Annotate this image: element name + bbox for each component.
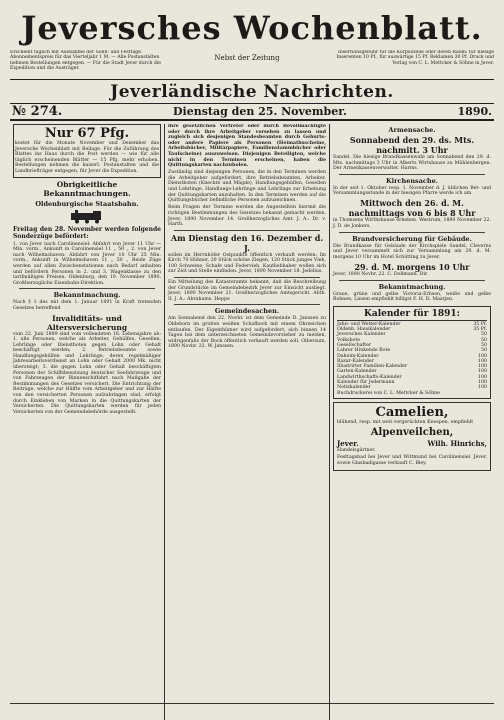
- camelia-ad-merchant: Wilh. Hinrichs,: [427, 438, 487, 448]
- calendar-row-price: 50: [481, 337, 487, 343]
- calendar-row-name: Lahrer Hinkende Bote: [337, 348, 391, 354]
- calendar-row-name: Garten-Kalender: [337, 369, 377, 375]
- calendar-row: [337, 391, 487, 396]
- insurance-notice-intro: Nach § 1 des mit dem 1. Januar 1891 in Kraft tretenden Gesetzes betreffend: [13, 300, 161, 311]
- calendar-ad: [333, 306, 491, 399]
- column-2: [165, 124, 330, 720]
- calendar-row-price: 100: [478, 364, 487, 370]
- divider: [19, 288, 155, 289]
- insurance-notice-title: Bekanntmachung.: [53, 291, 121, 300]
- bottom-rule: [10, 703, 494, 704]
- calendar-row-name: Notizkalender: [337, 385, 371, 391]
- calendar-row-price: 50: [481, 348, 487, 354]
- community-affairs-title: Gemeindesachen.: [214, 307, 280, 316]
- calendar-row-name: Buchdruckerei von C. L. Mettcker & Söhne: [337, 390, 440, 396]
- calendar-row-price: 35 Pf.: [473, 327, 487, 333]
- calendar-row-name: Jeversches Kalender: [337, 332, 386, 338]
- camelia-ad-role: Handelsgärtner.: [337, 447, 376, 453]
- insurance-terms: Zuständig sind diejenigen Personen, die in den Terminen werden die Arbeitgeber aufgefordert, ihre Betriebsbeamten, Arbeiter, Dienstboten (Knechte und Mägde), Handlungsgehülfen, Gesellen und Lehrlinge, Handlungs-Lehrlinge und Lehrlinge zur Erhebung der Quittungskarten anzuhalten. In den Terminen werden auf die Quittungsbücher befindliche Personen aufzuzeichnen.: [168, 170, 326, 204]
- divider: [174, 277, 320, 278]
- columns: [10, 124, 494, 720]
- railway-notice-text: 1. von Jever nach Carolinensiel: Abfahrt von Jever 11 Uhr — Min. vorm., Ankunft in Carolinensiel 11 „ 50 „ 2. von Jever nach Wilhelmshaven: Abfahrt von Jever 10 Uhr 25 Min. vorm., Ankunft in Wilhelmshaven 11 „ 50 „ Beide Züge werden auf allen Zwischenstationen nach Bedarf anhalten und befördern Personen in 2. und 3. Wagenklasse zu den tarifmäßigen Preisen. Oldenburg, den 19. November 1890. Großherzogliche Eisenbahn-Direktion.: [13, 241, 161, 286]
- insurance-notice-body: vom 22. Juni 1889 sind vom vollendeten 16. Lebensjahre ab: 1. alle Personen, welche als Arbeiter, Gehülfen, Gesellen, Lehrlinge oder Dienstboten gegen Lohn oder Gehalt beschäftigt werden; 2. Betriebsbeamte sowie Handlungsgehülfen und Lehrlinge, deren regelmäßiger Jahresarbeitsverdienst an Lohn oder Gehalt 2000 Mk. nicht übersteigt; 3. die gegen Lohn oder Gehalt beschäftigten Personen der Schiffsbesatzung deutscher Seefahrzeuge und von Fahrzeugen der Binnenschiffahrt nach Maßgabe der Bestimmungen des Gesetzes versichert. Die Entrichtung der Beiträge, welche zur Hälfte vom Arbeitgeber und zur Hälfte von den versicherten Personen aufzubringen sind, erfolgt durch Einkleben von Marken in die Quittungskarten der Versicherten. Die Quittungskarten werden für jeden Versicherten von der Gemeindebehörde ausgestellt.: [13, 331, 161, 415]
- church-notice-date: Mittwoch den 26. d. M. nachmittags von 6 bis 8 Uhr: [348, 198, 476, 219]
- poor-relief-text: Sandel. Die hiesige Brandkassenwahl am Sonnabend den 29. d. Mts. nachmittags 3 Uhr in Alberts Wirtshause zu Mühlenbergen. Der Armenkassenverwalter. Harms.: [333, 155, 491, 172]
- fire-insurance-sign: Jever, 1890 Novbr. 22. C. Dollmann, Dir.: [333, 271, 429, 277]
- official-notices-title: Obrigkeitliche Bekanntmachungen.: [43, 180, 131, 199]
- auction-title: Am Dienstag den 16. Dezember d. J.: [170, 232, 324, 253]
- masthead-subtitle: Jeverländische Nachrichten.: [110, 82, 394, 102]
- camelia-ad-place: Jever.: [337, 438, 359, 448]
- camelia-ad-title: Camelien,: [375, 404, 449, 420]
- poor-relief-title: Armensache.: [388, 126, 436, 134]
- divider: [339, 174, 485, 175]
- masthead-right-blurb: Insertionsgebühr für die Korpuszeile oder deren Raum: für hiesige Inserenten 10 Pf., für auswärtige 15 Pf. Reklamen 30 Pf. Druck und Verlag von C. L. Mettcker & Söhne in Jever.: [336, 50, 494, 66]
- insurance-continued: ihre gesetzlichen Vertreter oder durch Bevollmächtigte oder durch ihre Arbeitgeber vorsehen zu lassen und zugleich sich desjenigen Standesbeamten durch Geburts- oder andere Papiere als Personen (Heimathsscheine, Arbeitsbücher, Militärpapiere, Familienstammbücher oder Taufscheine) auszuweisen. Diejenigen Beteiligten, welche nicht in den Terminen erscheinen, haben die Quittungskarten nachzuholen.: [168, 124, 326, 169]
- train-icon: [67, 210, 107, 224]
- calendar-ad-title: Kalender für 1891:: [337, 309, 487, 321]
- calendar-row-name: Illustrirter Familien-Kalender: [337, 364, 408, 370]
- divider: [174, 304, 320, 305]
- calendar-row-price: 100: [478, 369, 487, 375]
- issue-date: Dienstag den 25. November.: [173, 105, 347, 118]
- church-notice-more: in Thomsens Wirthshause erheben. Westrum, 1890 November 22. J. D. de Jonkers.: [333, 218, 491, 230]
- column-1: [10, 124, 165, 720]
- railway-notice-title: Oldenburgische Staatsbahn.: [35, 200, 139, 209]
- column-3: [330, 124, 494, 720]
- masthead-center-blurb: Nebst der Zeitung: [214, 54, 280, 62]
- divider: [339, 280, 485, 281]
- calendar-row-name: Oldenb. Hauskalender: [337, 327, 391, 333]
- calendar-row-name: Volksbote: [337, 337, 361, 343]
- camelia-ad-foot: Festtagsbad bei Jever und Wittmund bei Carolinensiel. Jever, sowie Glasbadigasse verkauft C. Bley.: [337, 455, 487, 466]
- insurance-notice-heading: Invaliditäts- und Altersversicherung: [46, 313, 128, 332]
- dateline: [10, 103, 494, 121]
- community-affairs-text: Am Sonnabend den 22. Novbr. ist dem Gemeinde D. Janssen zu Oldeborn im großen weißen Schafbock mit einem Ohrzeichen entlaufen. Der Eigenthümer wird aufgefordert, sich binnen 14 Tagen bei dem unterzeichneten Gemeindevorsteher zu melden, widrigenfalls der Bock öffentlich verkauft werden soll. Olbersum, 1890 Novbr. 22. W. Janssen.: [168, 316, 326, 350]
- calendar-row-price: 50: [481, 342, 487, 348]
- fire-insurance-date: 29. d. M. morgens 10 Uhr: [354, 261, 470, 272]
- divider: [174, 230, 320, 231]
- church-notice-title: Kirchensache.: [385, 176, 439, 185]
- announcement-text: Graue, grüne und gelbe Victoria-Erbsen, weiße und gelbe Bohnen, Linsen empfiehlt billigst F. H. D. Maatjen.: [333, 291, 491, 303]
- calendar-row-price: 100: [478, 379, 487, 385]
- calendar-row-price: 100: [478, 374, 487, 380]
- camelia-ad-signature: [337, 439, 487, 448]
- fire-insurance-text: Die Brandkasse für Gebäude der Kirchspiele Sandel, Cleverns und Jever versammelt sich zur Versammlung am 29. d. M. morgens 10 Uhr im Hotel Schütting zu Jever.: [333, 243, 491, 260]
- calendar-row-name: Bazar-Kalender: [337, 358, 374, 364]
- poor-relief-date: Sonnabend den 29. ds. Mts. nachmitt. 3 Uhr: [349, 135, 475, 155]
- issue-number: № 274.: [12, 104, 63, 119]
- masthead-title: Jeversches Wochenblatt.: [21, 9, 483, 47]
- masthead-left-blurb: Erscheint täglich mit Ausnahme der Sonn- und Festtage. Abonnementspreis für das Vierteljahr 1 M. — Alle Postanstalten nehmen Bestellungen entgegen. — Für die Stadt Jever durch die Expedition und die Austräger.: [10, 50, 161, 72]
- calendar-row-name: Gesellschafter: [337, 342, 372, 348]
- issue-year: 1890.: [457, 105, 492, 118]
- announcement-title: Bekanntmachung.: [378, 282, 446, 291]
- subscription-ad-text: kostet für die Monate November und Dezember das Jeversche Wochenblatt mit Beilage. Für die Zuführung des Blattes ins Haus durch die Post werden — wie für alle täglich erscheinenden Blätter — 15 Pfg. mehr erhoben. Bestellungen nehmen die kaiserl. Postanstalten und die Landbriefträger entgegen, für Jever die Expedition.: [15, 141, 159, 174]
- calendar-row-price: 50: [481, 332, 487, 338]
- camelia-ad-subtitle: Alpenveilchen,: [370, 426, 454, 438]
- calendar-row-price: 100: [478, 353, 487, 359]
- auction-text: sollen im Herrnhöfer Ostpunkte öffentlich verkauft werden: Im Kirch 70 Hühner, 20 Stück schöne Ziegen, 120 Stück junges Vieh, 100 Schweine, Schafe und Federvieh. Kaufliebhaber wollen sich zur Zeit und Stelle einfinden. Jever, 1890 November 18. Jedelius.: [168, 252, 326, 275]
- court-notice: Ein Mitteilung des Katasteramts bekannt, daß die Beschreibung der Grundstücke im Gemeindebezirk Jever zur Einsicht ausliegt. Jever, 1890 November 21. Großherzogliches Amtsgericht. Abth. II. J. A.: Abrahams. Heppe: [168, 280, 326, 302]
- insurance-terms-more: Beim Fragen der Termine werden die Angestellten hiermit die richtigen Bestimmungen des Gesetzes bekannt gemacht werden. Jever, 1890 November 14. Großherzogliches Amt. J. A.: Dr. v. Harth.: [168, 205, 326, 228]
- calendar-row-price: 100: [478, 358, 487, 364]
- railway-notice-date: Freitag den 28. November werden folgende Sonderzüge befördert:: [13, 226, 161, 241]
- divider: [339, 232, 485, 233]
- calendar-list: [337, 322, 487, 396]
- camelia-ad-text: blühend, resp. mit weit vorgerückten Knospen, empfiehlt: [337, 419, 474, 425]
- fire-insurance-title: Brandversicherung für Gebäude.: [352, 234, 472, 243]
- subscription-ad: [13, 124, 161, 178]
- calendar-row-name: Daheim-Kalender: [337, 353, 379, 359]
- divider: [10, 79, 494, 80]
- subscription-ad-title: Nur 67 Pfg.: [44, 126, 130, 141]
- calendar-row-name: Kalender für Jedermann: [337, 379, 395, 385]
- calendar-row-name: Landwirthschafts-Kalender: [337, 374, 402, 380]
- camelia-ad: [333, 402, 491, 471]
- calendar-row-price: 100: [478, 385, 487, 391]
- calendar-row-name: Jahn- und Wetter-Kalender: [337, 321, 401, 327]
- masthead-subhead: [10, 50, 494, 78]
- church-notice-text: In der seit 1. Oktober resp. 1. November d. J. üblichen Bet- und Versammlungsstunde in der hiesigen Pfarre werde ich am: [333, 185, 491, 197]
- calendar-row-price: 35 Pf.: [473, 321, 487, 327]
